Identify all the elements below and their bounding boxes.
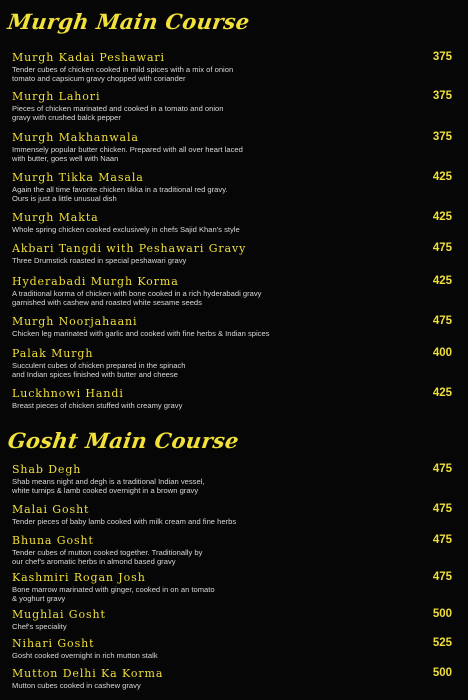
item-name: Bhuna Gosht [12,534,94,547]
menu-item [12,51,452,83]
item-name: Kashmiri Rogan Josh [12,571,146,584]
item-description: Shab means night and degh is a traditional Indian vessel, white turnips & lamb cooked overnight in a brown gravy [12,477,205,495]
menu-item [12,275,452,307]
menu-item [12,463,452,495]
item-description: Tender cubes of mutton cooked together. Traditionally by our chef's aromatic herbs in almond based gravy [12,548,203,566]
menu-item [12,347,452,379]
item-price: 500 [432,608,452,620]
item-description: Tender cubes of chicken cooked in mild spices with a mix of onion tomato and capsicum gravy chopped with coriander [12,65,234,83]
item-description: Mutton cubes cooked in cashew gravy [12,681,141,690]
item-description: Pieces of chicken marinated and cooked in a tomato and onion gravy with crushed balck pepper [12,104,224,122]
item-name: Shab Degh [12,463,82,476]
menu-item [12,667,452,690]
item-price: 475 [432,503,452,515]
menu-item [12,571,452,603]
item-description: Three Drumstick roasted in special peshawari gravy [12,256,187,265]
item-description: Chicken leg marinated with garlic and cooked with fine herbs & Indian spices [12,329,270,338]
item-price: 475 [432,534,452,546]
item-description: Whole spring chicken cooked exclusively in chefs Sajid Khan's style [12,225,240,234]
item-description: Chef's speciality [12,622,67,631]
item-description: A traditional korma of chicken with bone cooked in a rich hyderabadi gravy garnished with cashew and roasted white sesame seeds [12,289,262,307]
item-description: Gosht cooked overnight in rich mutton stalk [12,651,158,660]
item-name: Murgh Makhanwala [12,131,139,144]
item-price: 425 [432,171,452,183]
item-name: Nihari Gosht [12,637,95,650]
item-price: 425 [432,275,452,287]
item-name: Murgh Tikka Masala [12,171,144,184]
item-name: Murgh Kadai Peshawari [12,51,165,64]
item-description: Again the all time favorite chicken tikka in a traditional red gravy. Ours is just a little unusual dish [12,185,228,203]
item-price: 375 [432,131,452,143]
item-price: 375 [432,51,452,63]
item-name: Murgh Noorjahaani [12,315,138,328]
menu-item [12,637,452,660]
menu-item [12,503,452,526]
item-price: 425 [432,211,452,223]
item-name: Mutton Delhi Ka Korma [12,667,164,680]
menu-item [12,608,452,631]
section-title-gosht: Gosht Main Course [6,428,241,453]
item-price: 475 [432,315,452,327]
item-name: Murgh Makta [12,211,99,224]
menu-item [12,242,452,265]
item-name: Malai Gosht [12,503,90,516]
section-title-murgh: Murgh Main Course [6,9,252,34]
item-price: 425 [432,387,452,399]
item-price: 500 [432,667,452,679]
item-price: 400 [432,347,452,359]
item-price: 525 [432,637,452,649]
item-name: Akbari Tangdi with Peshawari Gravy [12,242,247,255]
item-description: Breast pieces of chicken stuffed with creamy gravy [12,401,183,410]
item-price: 475 [432,463,452,475]
item-description: Tender pieces of baby lamb cooked with milk cream and fine herbs [12,517,237,526]
item-name: Palak Murgh [12,347,94,360]
item-price: 475 [432,571,452,583]
item-name: Murgh Lahori [12,90,101,103]
item-description: Immensely popular butter chicken. Prepared with all over heart laced with butter, goes well with Naan [12,145,243,163]
menu-item [12,131,452,163]
item-name: Luckhnowi Handi [12,387,124,400]
menu-item [12,315,452,338]
menu-item [12,171,452,203]
menu-item [12,90,452,122]
item-description: Bone marrow marinated with ginger, cooked in on an tomato & yoghurt gravy [12,585,215,603]
menu-item [12,534,452,566]
item-name: Hyderabadi Murgh Korma [12,275,179,288]
menu-item [12,387,452,410]
item-name: Mughlai Gosht [12,608,106,621]
item-price: 375 [432,90,452,102]
item-description: Succulent cubes of chicken prepared in the spinach and Indian spices finished with butter and cheese [12,361,186,379]
item-price: 475 [432,242,452,254]
menu-item [12,211,452,234]
